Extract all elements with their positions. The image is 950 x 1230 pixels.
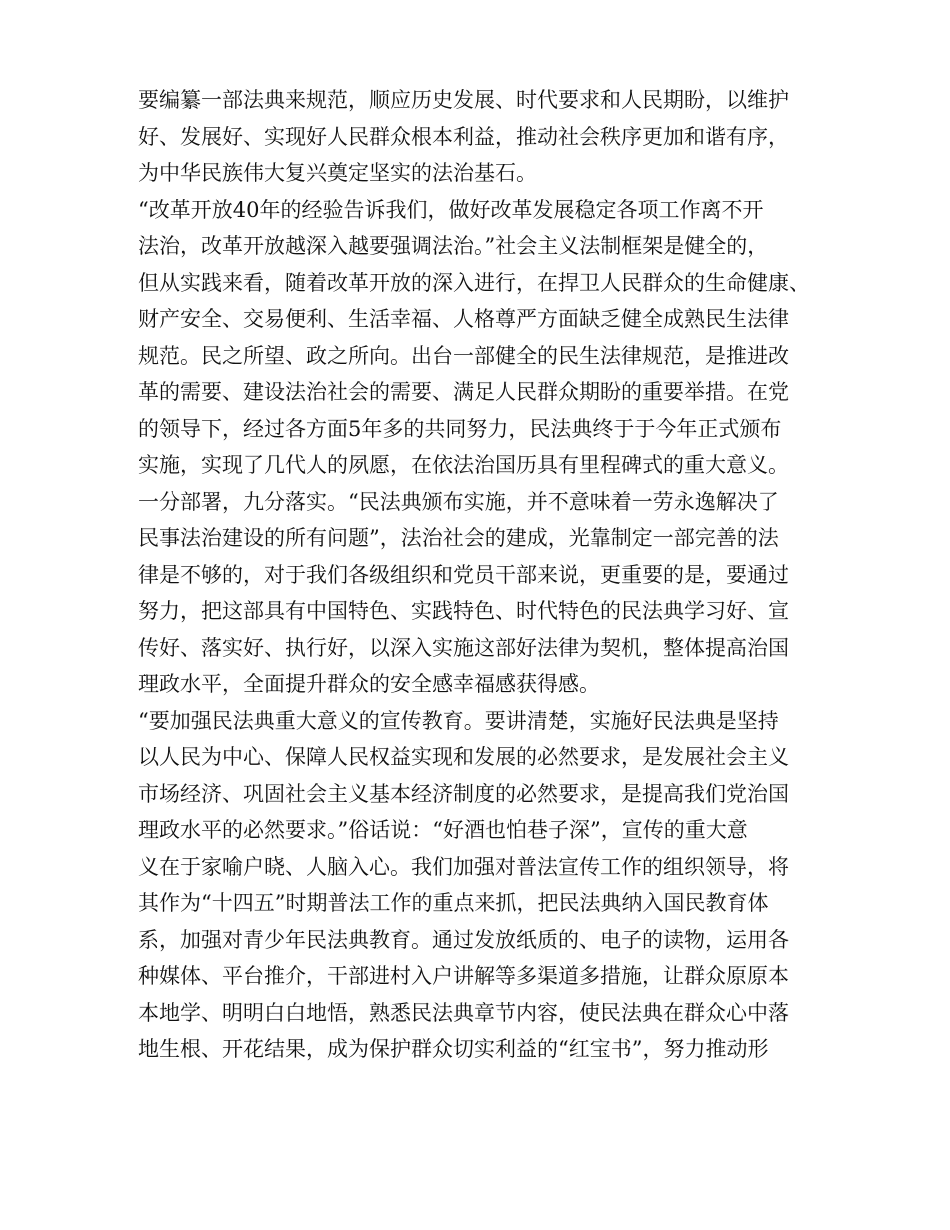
text-line: 好、发展好、实现好人民群众根本利益，推动社会秩序更加和谐有序， (138, 124, 789, 149)
text-line: 法治，改革开放越深入越要强调法治。”社会主义法制框架是健全的， (138, 234, 769, 258)
text-line: 其作为“十四五”时期普法工作的重点来抓，把民法典纳入国民教育体 (138, 891, 769, 915)
text-line: 种媒体、平台推介，干部进村入户讲解等多渠道多措施，让群众原原本 (138, 964, 789, 988)
text-line: 本地学、明明白白地悟，熟悉民法典章节内容，使民法典在群众心中落 (138, 1000, 789, 1025)
text-line: 传好、落实好、执行好，以深入实施这部好法律为契机，整体提高治国 (138, 635, 789, 660)
text-line: 系，加强对青少年民法典教育。通过发放纸质的、电子的读物，运用各 (138, 927, 789, 952)
text-line: 义在于家喻户晓、人脑入心。我们加强对普法宣传工作的组织领导，将 (138, 854, 789, 879)
text-line: 为中华民族伟大复兴奠定坚实的法治基石。 (138, 161, 537, 185)
text-line: 一分部署，九分落实。“民法典颁布实施，并不意味着一劳永逸解决了 (138, 489, 779, 514)
text-line: 的领导下，经过各方面5年多的共同努力，民法典终于于今年正式颁布 (138, 416, 782, 441)
text-line: “改革开放40年的经验告诉我们，做好改革发展稳定各项工作离不开 (138, 197, 764, 222)
text-line: 地生根、开花结果，成为保护群众切实利益的“红宝书”，努力推动形 (138, 1037, 769, 1061)
text-line: 理政水平的必然要求。”俗话说：“好酒也怕巷子深”，宣传的重大意 (138, 818, 748, 842)
text-line: 市场经济、巩固社会主义基本经济制度的必然要求，是提高我们党治国 (138, 781, 789, 806)
text-line: 实施，实现了几代人的夙愿，在依法治国历具有里程碑式的重大意义。 (138, 453, 789, 477)
text-line: 革的需要、建设法治社会的需要、满足人民群众期盼的重要举措。在党 (138, 380, 789, 404)
document-body (138, 82, 828, 1068)
text-line: 民事法治建设的所有问题”，法治社会的建成，光靠制定一部完善的法 (138, 526, 779, 550)
text-line: 规范。民之所望、政之所向。出台一部健全的民生法律规范，是推进改 (138, 343, 789, 368)
text-line: 努力，把这部具有中国特色、实践特色、时代特色的民法典学习好、宣 (138, 599, 789, 623)
text-line: 但从实践来看，随着改革开放的深入进行，在捍卫人民群众的生命健康、 (138, 270, 810, 295)
text-line: 理政水平，全面提升群众的安全感幸福感获得感。 (138, 672, 600, 696)
text-line: 以人民为中心、保障人民权益实现和发展的必然要求，是发展社会主义 (138, 745, 789, 769)
text-line: 要编纂一部法典来规范，顺应历史发展、时代要求和人民期盼，以维护 (138, 88, 789, 112)
text-line: 律是不够的，对于我们各级组织和党员干部来说，更重要的是，要通过 (138, 562, 789, 587)
text-line: 财产安全、交易便利、生活幸福、人格尊严方面缺乏健全成熟民生法律 (138, 307, 789, 331)
text-line: “要加强民法典重大意义的宣传教育。要讲清楚，实施好民法典是坚持 (138, 708, 779, 733)
